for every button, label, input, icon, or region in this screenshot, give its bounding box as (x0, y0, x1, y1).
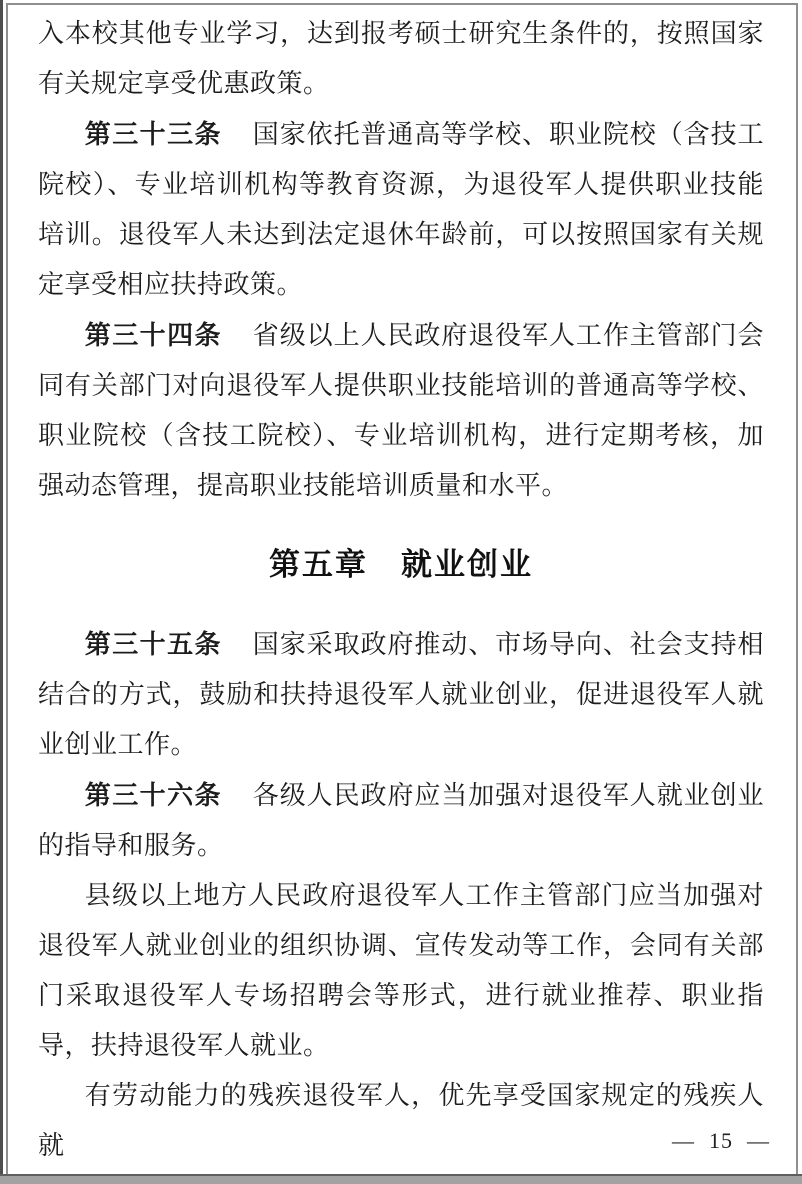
body-text (8, 5, 796, 1171)
paragraph-text: 入本校其他专业学习，达到报考硕士研究生条件的，按照国家有关规定享受优惠政策。 (38, 19, 764, 98)
paragraph-county-level (38, 871, 764, 1071)
article-36-number: 第三十六条 (84, 780, 222, 810)
article-35 (38, 619, 764, 770)
article-35-text: 国家采取政府推动、市场导向、社会支持相结合的方式，鼓励和扶持退役军人就业创业，促进退役军人就业创业工作。 (38, 630, 764, 759)
article-33-number: 第三十三条 (84, 119, 222, 149)
page-number: 15 (709, 1128, 733, 1153)
article-34 (38, 310, 764, 511)
paragraph-text: 有劳动能力的残疾退役军人，优先享受国家规定的残疾人就 (38, 1081, 764, 1160)
page-number-footer (672, 1128, 770, 1154)
article-36-text: 各级人民政府应当加强对退役军人就业创业的指导和服务。 (38, 781, 764, 860)
paragraph-continuation (38, 9, 764, 109)
article-33-text: 国家依托普通高等学校、职业院校（含技工院校）、专业培训机构等教育资源，为退役军人提供职业技能培训。退役军人未达到法定退休年龄前，可以按照国家有关规定享受相应扶持政策。 (38, 120, 764, 299)
paragraph-text: 县级以上地方人民政府退役军人工作主管部门应当加强对退役军人就业创业的组织协调、宣传发动等工作，会同有关部门采取退役军人专场招聘会等形式，进行就业推荐、职业指导，扶持退役军人就业。 (38, 881, 764, 1060)
footer-dash-right: — (747, 1128, 770, 1153)
chapter-heading: 第五章 就业创业 (269, 547, 533, 582)
article-35-number: 第三十五条 (84, 629, 222, 659)
article-34-number: 第三十四条 (84, 320, 222, 350)
footer-dash-left: — (672, 1128, 695, 1153)
article-33 (38, 109, 764, 310)
scan-edge-left (0, 0, 3, 1184)
document-page (6, 3, 798, 1174)
scan-edge-bottom (0, 1174, 802, 1184)
article-34-text: 省级以上人民政府退役军人工作主管部门会同有关部门对向退役军人提供职业技能培训的普通高等学校、职业院校（含技工院校）、专业培训机构，进行定期考核，加强动态管理，提高职业技能培训质量和水平。 (38, 321, 764, 500)
paragraph-disabled-veterans (38, 1071, 764, 1171)
article-36 (38, 770, 764, 871)
